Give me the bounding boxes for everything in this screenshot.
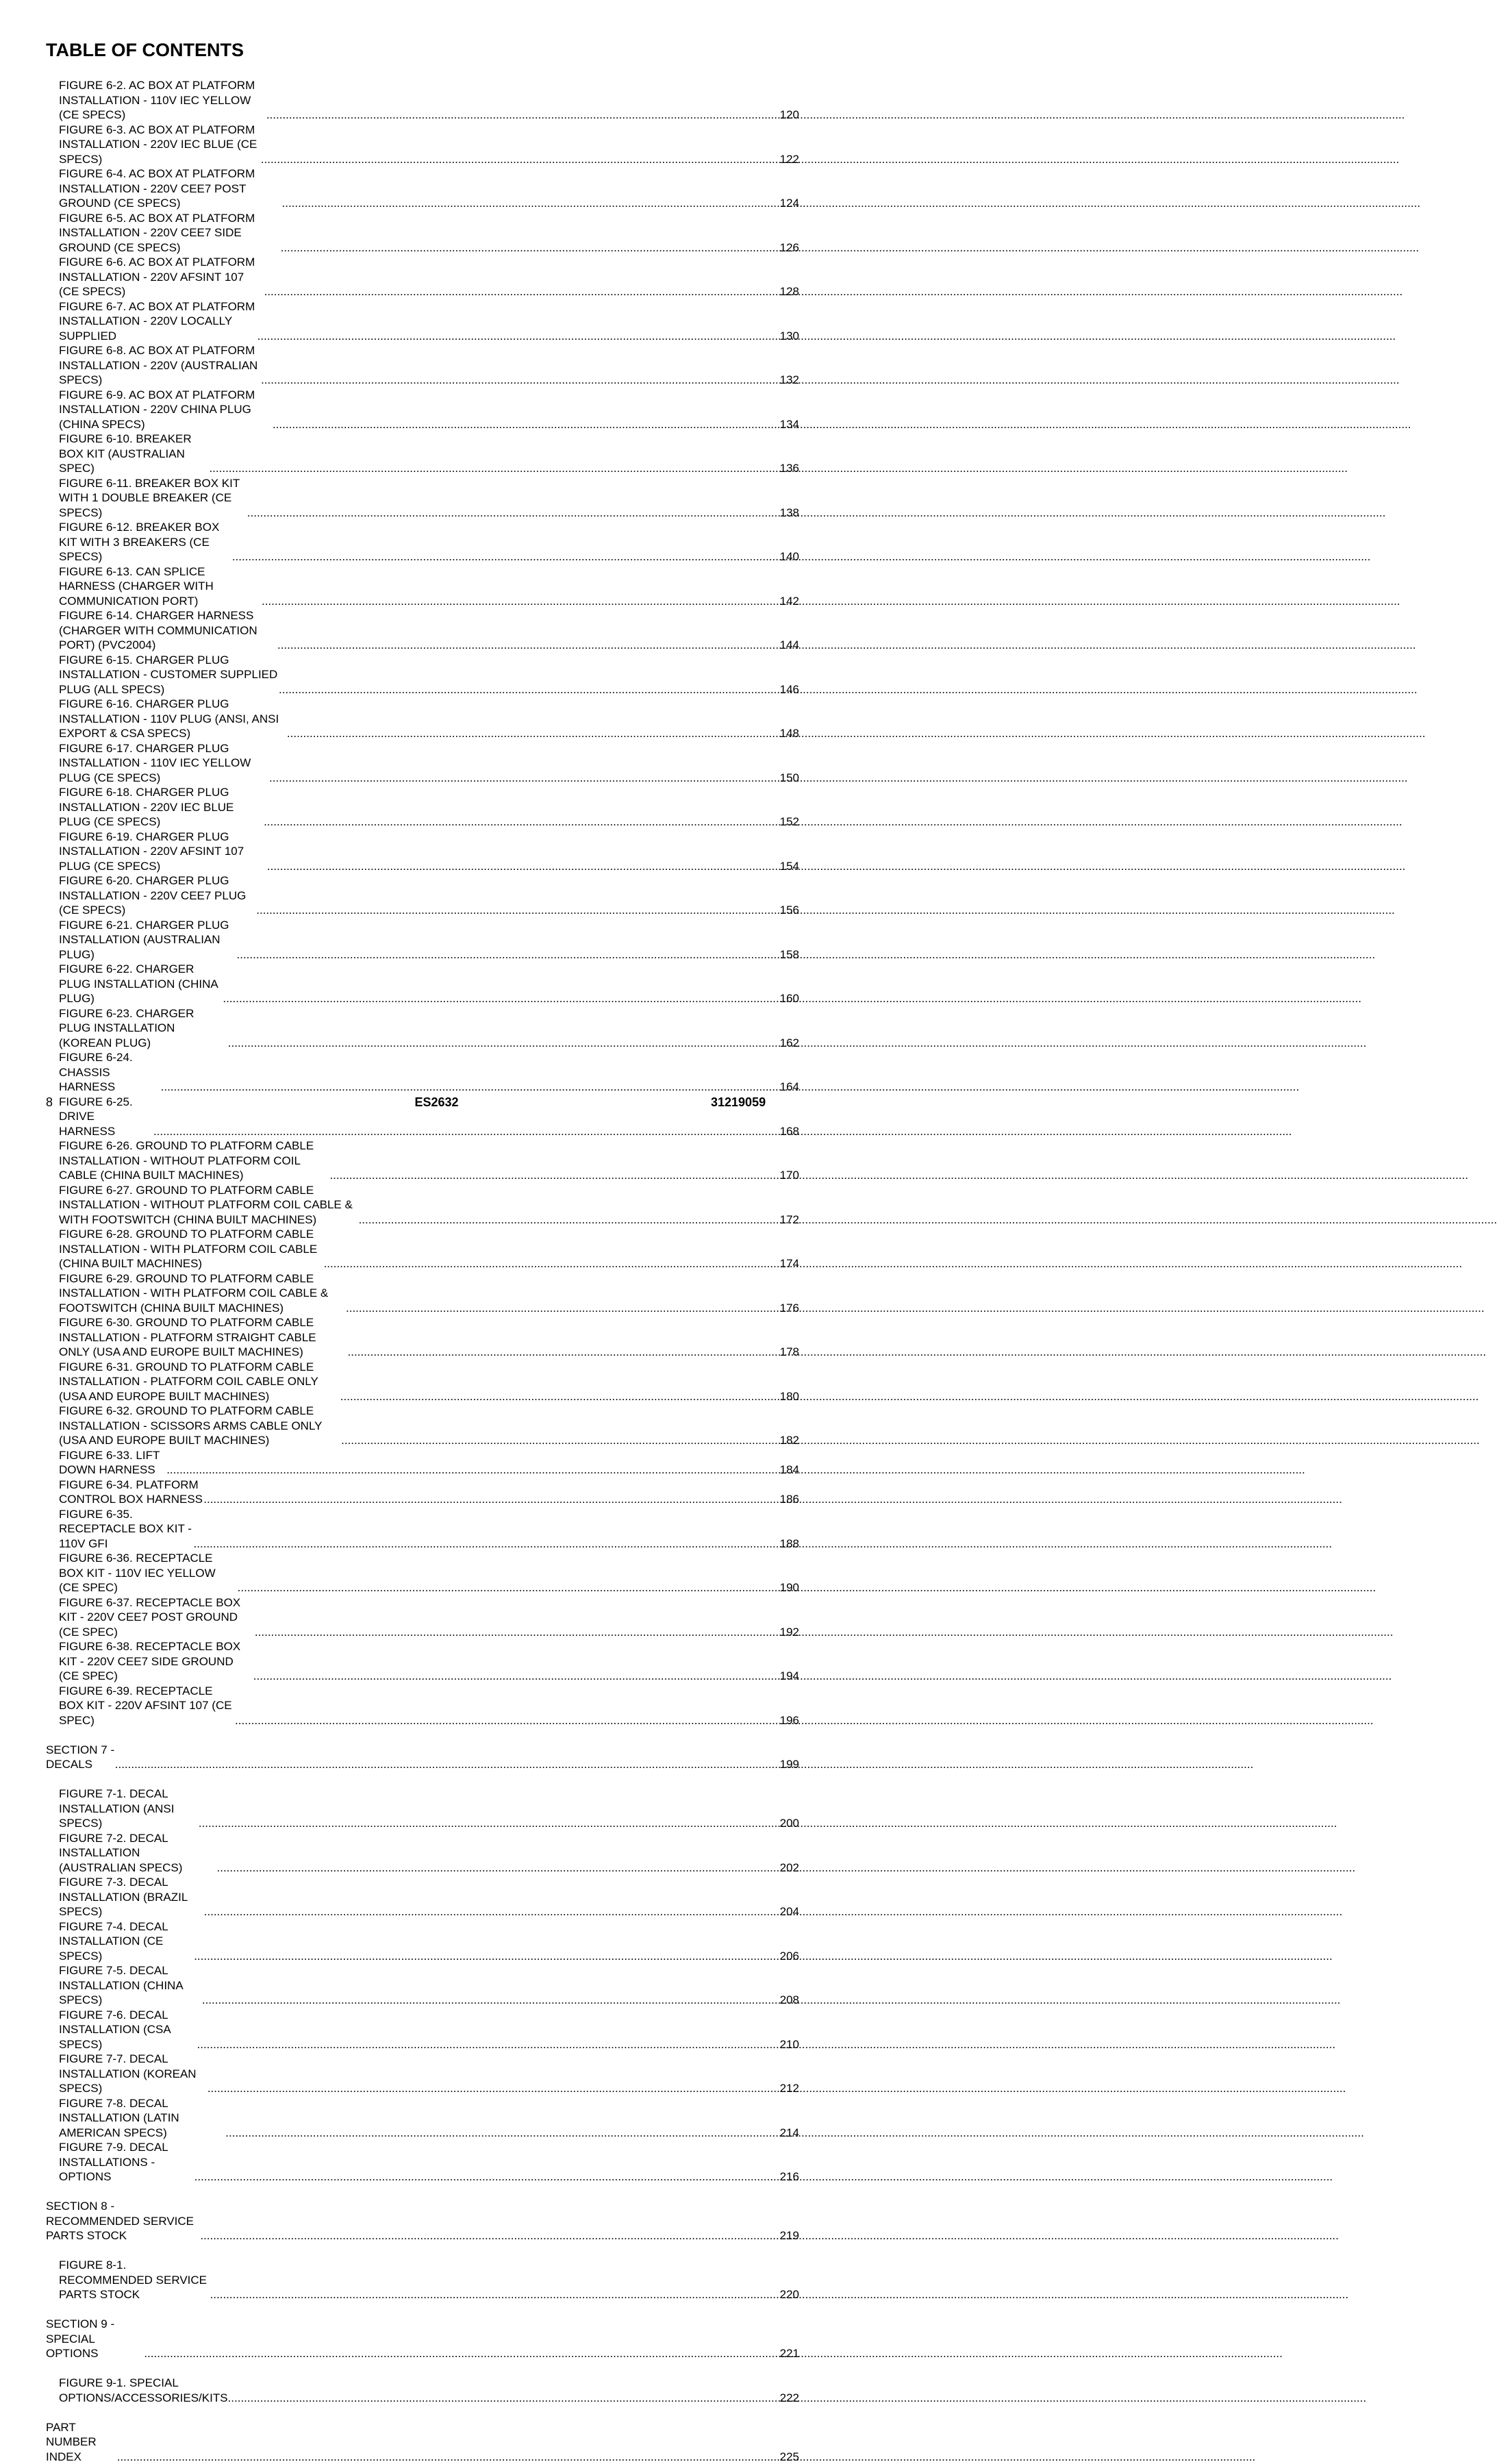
toc-entry-title: FIGURE 6-13. CAN SPLICE HARNESS (CHARGER WITH COMMUNICATION PORT): [59, 564, 262, 609]
toc-figure-entry[interactable]: [46, 653, 799, 697]
toc-entry-page: 152: [779, 814, 799, 830]
toc-figure-entry[interactable]: [46, 432, 799, 476]
dot-leader: [228, 2391, 779, 2406]
dot-leader: [197, 2037, 779, 2052]
toc-entry-title: FIGURE 6-39. RECEPTACLE BOX KIT - 220V AFSINT 107 (CE SPEC): [59, 1684, 235, 1728]
toc-entry-title: FIGURE 7-4. DECAL INSTALLATION (CE SPECS): [59, 1919, 194, 1964]
toc-entry-page: 186: [779, 1492, 799, 1507]
toc-entry-title: FIGURE 6-27. GROUND TO PLATFORM CABLE INSTALLATION - WITHOUT PLATFORM COIL CABLE & WITH FOOTSWITCH (CHINA BUILT MACHINES): [59, 1183, 359, 1228]
toc-entry-page: 120: [779, 108, 799, 123]
toc-figure-entry[interactable]: [46, 388, 799, 432]
toc-entry-title: FIGURE 8-1. RECOMMENDED SERVICE PARTS STOCK: [59, 2258, 210, 2302]
toc-entry-title: FIGURE 6-26. GROUND TO PLATFORM CABLE INSTALLATION - WITHOUT PLATFORM COIL CABLE (CHINA BUILT MACHINES): [59, 1138, 329, 1183]
dot-leader: [207, 2081, 779, 2096]
dot-leader: [200, 2228, 778, 2243]
dot-leader: [209, 461, 778, 476]
toc-entry-page: 162: [779, 1036, 799, 1051]
dot-leader: [359, 1212, 779, 1228]
toc-entry-title: FIGURE 6-2. AC BOX AT PLATFORM INSTALLATION - 110V IEC YELLOW (CE SPECS): [59, 78, 266, 123]
toc-entry-page: 170: [779, 1168, 799, 1183]
toc-figure-entry[interactable]: [46, 1138, 799, 1183]
toc-entry-page: 146: [779, 682, 799, 697]
dot-leader: [324, 1256, 779, 1271]
toc-entry-page: 196: [779, 1713, 799, 1728]
dot-leader: [266, 108, 779, 123]
toc-section-entry[interactable]: [46, 2199, 799, 2243]
toc-figure-entry[interactable]: [46, 1006, 799, 1051]
toc-figure-entry[interactable]: [46, 2052, 799, 2096]
dot-leader: [282, 196, 779, 211]
toc-entry-page: 212: [779, 2081, 799, 2096]
toc-entry-page: 190: [779, 1580, 799, 1595]
toc-figure-entry[interactable]: [46, 2376, 799, 2405]
toc-entry-title: FIGURE 6-36. RECEPTACLE BOX KIT - 110V IEC YELLOW (CE SPEC): [59, 1551, 238, 1595]
toc-figure-entry[interactable]: [46, 343, 799, 388]
dot-leader: [253, 1669, 779, 1684]
toc-entry-page: 206: [779, 1949, 799, 1964]
toc-entry-page: 138: [779, 506, 799, 521]
toc-entry-title: FIGURE 6-17. CHARGER PLUG INSTALLATION - 110V IEC YELLOW PLUG (CE SPECS): [59, 741, 269, 786]
dot-leader: [223, 991, 778, 1006]
dot-leader: [210, 2287, 779, 2302]
toc-entry-title: FIGURE 6-38. RECEPTACLE BOX KIT - 220V CEE7 SIDE GROUND (CE SPEC): [59, 1639, 253, 1684]
toc-entry-title: FIGURE 7-6. DECAL INSTALLATION (CSA SPECS): [59, 2008, 197, 2052]
toc-figure-entry[interactable]: [46, 1595, 799, 1640]
toc-entry-title: FIGURE 6-16. CHARGER PLUG INSTALLATION - 110V PLUG (ANSI, ANSI EXPORT & CSA SPECS): [59, 697, 287, 741]
toc-figure-entry[interactable]: [46, 962, 799, 1006]
dot-leader: [341, 1433, 779, 1448]
toc-figure-entry[interactable]: [46, 741, 799, 786]
toc-figure-entry[interactable]: [46, 918, 799, 962]
toc-entry-title: FIGURE 7-7. DECAL INSTALLATION (KOREAN SPECS): [59, 2052, 207, 2096]
dot-leader: [204, 1904, 779, 1919]
toc-entry-title: SECTION 7 - DECALS: [46, 1743, 115, 1772]
toc-entry-title: FIGURE 6-6. AC BOX AT PLATFORM INSTALLATION - 220V AFSINT 107 (CE SPECS): [59, 255, 264, 299]
dot-leader: [267, 859, 779, 874]
toc-entry-page: 210: [779, 2037, 799, 2052]
dot-leader: [264, 284, 779, 299]
dot-leader: [277, 638, 779, 653]
toc-figure-entry[interactable]: [46, 1787, 799, 1831]
toc-entry-title: FIGURE 7-2. DECAL INSTALLATION (AUSTRALIAN SPECS): [59, 1831, 217, 1876]
toc-figure-entry[interactable]: [46, 1478, 799, 1507]
toc-figure-entry[interactable]: [46, 1507, 799, 1552]
toc-entry-title: FIGURE 6-24. CHASSIS HARNESS: [59, 1050, 161, 1095]
toc-entry-page: 150: [779, 771, 799, 786]
toc-entry-title: FIGURE 6-21. CHARGER PLUG INSTALLATION (AUSTRALIAN PLUG): [59, 918, 237, 962]
toc-figure-entry[interactable]: [46, 1639, 799, 1684]
toc-entry-title: FIGURE 6-23. CHARGER PLUG INSTALLATION (KOREAN PLUG): [59, 1006, 228, 1051]
dot-leader: [225, 2126, 778, 2141]
toc-entry-page: 219: [779, 2228, 799, 2243]
toc-figure-entry[interactable]: [46, 1315, 799, 1360]
dot-leader: [273, 417, 779, 432]
toc-entry-page: 124: [779, 196, 799, 211]
dot-leader: [287, 726, 779, 741]
toc-entry-title: FIGURE 6-34. PLATFORM CONTROL BOX HARNESS: [59, 1478, 203, 1507]
toc-entry-page: 208: [779, 1993, 799, 2008]
toc-entry-page: 176: [779, 1301, 799, 1316]
footer-doc-number: 31219059: [711, 1095, 766, 1110]
dot-leader: [166, 1463, 778, 1478]
toc-figure-entry[interactable]: [46, 1183, 799, 1228]
toc-entry-page: 220: [779, 2287, 799, 2302]
toc-section-entry[interactable]: [46, 2420, 799, 2464]
toc-figure-entry[interactable]: [46, 1404, 799, 1448]
toc-entry-title: FIGURE 6-9. AC BOX AT PLATFORM INSTALLATION - 220V CHINA PLUG (CHINA SPECS): [59, 388, 273, 432]
dot-leader: [281, 240, 779, 256]
dot-leader: [348, 1345, 779, 1360]
dot-leader: [161, 1080, 779, 1095]
toc-section-entry[interactable]: [46, 2317, 799, 2361]
dot-leader: [247, 506, 779, 521]
toc-figure-entry[interactable]: [46, 2008, 799, 2052]
toc-figure-entry[interactable]: [46, 697, 799, 741]
toc-figure-entry[interactable]: [46, 2140, 799, 2185]
toc-figure-entry[interactable]: [46, 1448, 799, 1478]
toc-entry-title: FIGURE 6-37. RECEPTACLE BOX KIT - 220V CEE7 POST GROUND (CE SPEC): [59, 1595, 255, 1640]
toc-figure-entry[interactable]: [46, 1875, 799, 1919]
toc-entry-page: 144: [779, 638, 799, 653]
toc-entry-page: 148: [779, 726, 799, 741]
toc-figure-entry[interactable]: [46, 520, 799, 564]
toc-section-entry[interactable]: [46, 1743, 799, 1772]
toc-entry-title: FIGURE 6-3. AC BOX AT PLATFORM INSTALLATION - 220V IEC BLUE (CE SPECS): [59, 123, 261, 167]
dot-leader: [194, 1536, 779, 1552]
toc-entry-page: 160: [779, 991, 799, 1006]
toc-entry-title: FIGURE 7-8. DECAL INSTALLATION (LATIN AMERICAN SPECS): [59, 2096, 225, 2141]
dot-leader: [257, 329, 779, 344]
dot-leader: [194, 2169, 779, 2185]
dot-leader: [115, 1757, 779, 1772]
toc-entry-title: FIGURE 6-11. BREAKER BOX KIT WITH 1 DOUBLE BREAKER (CE SPECS): [59, 476, 247, 521]
footer-model: ES2632: [0, 1095, 873, 1110]
toc-entry-page: 178: [779, 1345, 799, 1360]
toc-figure-entry[interactable]: [46, 1963, 799, 2008]
dot-leader: [238, 1580, 779, 1595]
toc-entry-page: 154: [779, 859, 799, 874]
dot-leader: [340, 1389, 779, 1404]
toc-entry-page: 136: [779, 461, 799, 476]
toc-entry-page: 172: [779, 1212, 799, 1228]
toc-entry-title: FIGURE 6-29. GROUND TO PLATFORM CABLE INSTALLATION - WITH PLATFORM COIL CABLE & FOOTSWITCH (CHINA BUILT MACHINES): [59, 1271, 346, 1316]
dot-leader: [199, 1816, 779, 1831]
toc-entry-page: 128: [779, 284, 799, 299]
dot-leader: [346, 1301, 779, 1316]
toc-entry-title: FIGURE 6-10. BREAKER BOX KIT (AUSTRALIAN SPEC): [59, 432, 209, 476]
toc-entry-title: PART NUMBER INDEX: [46, 2420, 117, 2464]
toc-figure-entry[interactable]: [46, 123, 799, 167]
toc-figure-entry[interactable]: [46, 78, 799, 123]
toc-entry-page: 182: [779, 1433, 799, 1448]
toc-entry-title: SECTION 8 - RECOMMENDED SERVICE PARTS STOCK: [46, 2199, 200, 2243]
dot-leader: [261, 152, 779, 167]
toc-entry-title: FIGURE 6-12. BREAKER BOX KIT WITH 3 BREAKERS (CE SPECS): [59, 520, 232, 564]
toc-entry-page: 174: [779, 1256, 799, 1271]
toc-entry-page: 194: [779, 1669, 799, 1684]
dot-leader: [153, 1124, 779, 1139]
dot-leader: [202, 1993, 779, 2008]
toc-figure-entry[interactable]: [46, 166, 799, 211]
toc-entry-title: FIGURE 7-9. DECAL INSTALLATIONS - OPTIONS: [59, 2140, 194, 2185]
dot-leader: [269, 771, 779, 786]
toc-figure-entry[interactable]: [46, 2096, 799, 2141]
toc-figure-entry[interactable]: [46, 608, 799, 653]
dot-leader: [117, 2450, 779, 2464]
toc-entry-title: FIGURE 6-5. AC BOX AT PLATFORM INSTALLATION - 220V CEE7 SIDE GROUND (CE SPECS): [59, 211, 281, 256]
toc-entry-page: 164: [779, 1080, 799, 1095]
toc-entry-page: 142: [779, 594, 799, 609]
dot-leader: [329, 1168, 778, 1183]
toc-entry-page: 216: [779, 2169, 799, 2185]
toc-figure-entry[interactable]: [46, 255, 799, 299]
toc-entry-page: 199: [779, 1757, 799, 1772]
toc-entry-page: 214: [779, 2126, 799, 2141]
toc-figure-entry[interactable]: [46, 1551, 799, 1595]
dot-leader: [235, 1713, 779, 1728]
toc-entry-title: FIGURE 6-22. CHARGER PLUG INSTALLATION (CHINA PLUG): [59, 962, 223, 1006]
footer-page-number: 8: [46, 1095, 53, 1110]
toc-figure-entry[interactable]: [46, 211, 799, 256]
toc-entry-title: FIGURE 6-14. CHARGER HARNESS (CHARGER WITH COMMUNICATION PORT) (PVC2004): [59, 608, 277, 653]
toc-entry-title: FIGURE 6-28. GROUND TO PLATFORM CABLE INSTALLATION - WITH PLATFORM COIL CABLE (CHINA BUILT MACHINES): [59, 1227, 324, 1271]
toc-entry-page: 156: [779, 903, 799, 918]
toc-entry-title: FIGURE 6-19. CHARGER PLUG INSTALLATION - 220V AFSINT 107 PLUG (CE SPECS): [59, 830, 267, 874]
toc-entry-page: 222: [779, 2391, 799, 2406]
toc-figure-entry[interactable]: [46, 476, 799, 521]
toc-figure-entry[interactable]: [46, 1919, 799, 1964]
toc-entry-page: 192: [779, 1625, 799, 1640]
toc-figure-entry[interactable]: [46, 785, 799, 830]
dot-leader: [228, 1036, 779, 1051]
toc-figure-entry[interactable]: [46, 564, 799, 609]
dot-leader: [261, 373, 779, 388]
toc-entry-page: 202: [779, 1861, 799, 1876]
toc-entry-page: 126: [779, 240, 799, 256]
toc-figure-entry[interactable]: [46, 2258, 799, 2302]
toc-entry-title: FIGURE 7-5. DECAL INSTALLATION (CHINA SPECS): [59, 1963, 202, 2008]
toc-entry-title: SECTION 9 - SPECIAL OPTIONS: [46, 2317, 144, 2361]
toc-entry-page: 221: [779, 2346, 799, 2361]
dot-leader: [232, 549, 779, 564]
toc-entry-page: 200: [779, 1816, 799, 1831]
toc-figure-entry[interactable]: [46, 1271, 799, 1316]
dot-leader: [194, 1949, 778, 1964]
toc-entry-title: FIGURE 6-33. LIFT DOWN HARNESS: [59, 1448, 166, 1478]
toc-entry-title: FIGURE 6-18. CHARGER PLUG INSTALLATION - 220V IEC BLUE PLUG (CE SPECS): [59, 785, 264, 830]
toc-entry-title: FIGURE 7-1. DECAL INSTALLATION (ANSI SPECS): [59, 1787, 199, 1831]
toc-entry-page: 122: [779, 152, 799, 167]
dot-leader: [262, 594, 779, 609]
toc-entry-title: FIGURE 7-3. DECAL INSTALLATION (BRAZIL SPECS): [59, 1875, 204, 1919]
toc-entry-page: 134: [779, 417, 799, 432]
toc-entry-title: FIGURE 6-30. GROUND TO PLATFORM CABLE INSTALLATION - PLATFORM STRAIGHT CABLE ONLY (USA AND EUROPE BUILT MACHINES): [59, 1315, 348, 1360]
toc-figure-entry[interactable]: [46, 1227, 799, 1271]
toc-figure-entry[interactable]: [46, 299, 799, 344]
dot-leader: [203, 1492, 778, 1507]
toc-entry-page: 204: [779, 1904, 799, 1919]
toc-entry-title: FIGURE 6-25. DRIVE HARNESS: [59, 1095, 153, 1139]
toc-entry-page: 132: [779, 373, 799, 388]
toc-figure-entry[interactable]: [46, 1831, 799, 1876]
toc-figure-entry[interactable]: [46, 830, 799, 874]
dot-leader: [217, 1861, 779, 1876]
toc-figure-entry[interactable]: [46, 873, 799, 918]
toc-entry-title: FIGURE 6-31. GROUND TO PLATFORM CABLE INSTALLATION - PLATFORM COIL CABLE ONLY (USA AND EUROPE BUILT MACHINES): [59, 1360, 340, 1404]
table-of-contents: [46, 78, 799, 2464]
toc-entry-title: FIGURE 6-15. CHARGER PLUG INSTALLATION - CUSTOMER SUPPLIED PLUG (ALL SPECS): [59, 653, 279, 697]
toc-entry-title: FIGURE 6-8. AC BOX AT PLATFORM INSTALLATION - 220V (AUSTRALIAN SPECS): [59, 343, 261, 388]
toc-entry-page: 180: [779, 1389, 799, 1404]
toc-entry-page: 188: [779, 1536, 799, 1552]
dot-leader: [237, 947, 779, 962]
dot-leader: [144, 2346, 778, 2361]
toc-entry-title: FIGURE 6-35. RECEPTACLE BOX KIT - 110V GFI: [59, 1507, 194, 1552]
toc-entry-page: 140: [779, 549, 799, 564]
toc-entry-page: 130: [779, 329, 799, 344]
toc-entry-title: FIGURE 6-4. AC BOX AT PLATFORM INSTALLATION - 220V CEE7 POST GROUND (CE SPECS): [59, 166, 282, 211]
toc-entry-page: 168: [779, 1124, 799, 1139]
toc-entry-title: FIGURE 6-20. CHARGER PLUG INSTALLATION - 220V CEE7 PLUG (CE SPECS): [59, 873, 256, 918]
toc-entry-title: FIGURE 6-32. GROUND TO PLATFORM CABLE INSTALLATION - SCISSORS ARMS CABLE ONLY (USA AND EUROPE BUILT MACHINES): [59, 1404, 341, 1448]
toc-entry-title: FIGURE 6-7. AC BOX AT PLATFORM INSTALLATION - 220V LOCALLY SUPPLIED: [59, 299, 257, 344]
dot-leader: [279, 682, 779, 697]
toc-entry-page: 184: [779, 1463, 799, 1478]
dot-leader: [264, 814, 779, 830]
toc-figure-entry[interactable]: [46, 1684, 799, 1728]
toc-entry-page: 225: [779, 2450, 799, 2464]
toc-figure-entry[interactable]: [46, 1360, 799, 1404]
page-title: TABLE OF CONTENTS: [46, 40, 244, 61]
toc-entry-title: FIGURE 9-1. SPECIAL OPTIONS/ACCESSORIES/KITS: [59, 2376, 228, 2405]
toc-entry-page: 158: [779, 947, 799, 962]
dot-leader: [256, 903, 778, 918]
dot-leader: [255, 1625, 779, 1640]
toc-figure-entry[interactable]: [46, 1050, 799, 1095]
